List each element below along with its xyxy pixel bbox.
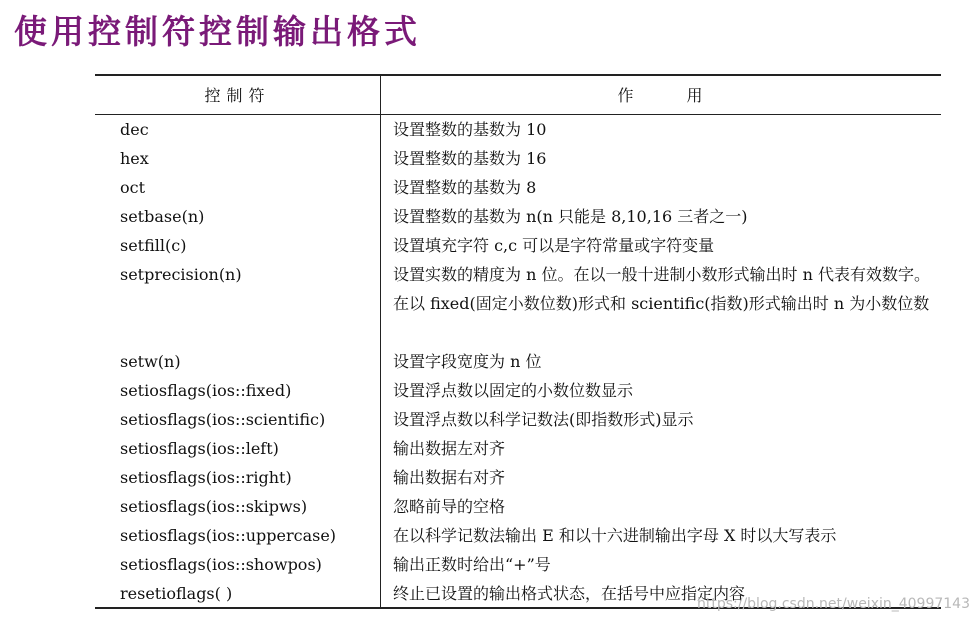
effect-cell: 设置整数的基数为 8 — [393, 178, 537, 197]
control-cell: setiosflags(ios::scientific) — [120, 410, 326, 429]
table-top-rule — [95, 74, 941, 76]
effect-cell: 设置浮点数以固定的小数位数显示 — [393, 381, 634, 400]
effect-cell: 设置实数的精度为 n 位。在以一般十进制小数形式输出时 n 代表有效数字。在以 fixed(固定小数位数)形式和 scientific(指数)形式输出时 n 为小数位数 — [393, 265, 930, 313]
effect-cell: 输出数据右对齐 — [393, 468, 506, 487]
control-cell: dec — [120, 120, 149, 139]
effect-cell: 设置整数的基数为 16 — [393, 149, 547, 168]
control-cell: oct — [120, 178, 146, 197]
watermark: https://blog.csdn.net/weixin_40997143 — [696, 596, 970, 612]
effect-cell: 设置填充字符 c,c 可以是字符常量或字符变量 — [393, 236, 715, 255]
control-cell: setiosflags(ios::uppercase) — [120, 526, 337, 545]
effect-cell: 设置整数的基数为 10 — [393, 120, 547, 139]
control-cell: setiosflags(ios::skipws) — [120, 497, 308, 516]
effect-cell: 设置整数的基数为 n(n 只能是 8,10,16 三者之一) — [393, 207, 748, 226]
table-column-divider — [380, 76, 381, 607]
control-cell: setfill(c) — [120, 236, 187, 255]
effect-cell: 输出正数时给出“+”号 — [393, 555, 551, 574]
header-control: 控制符 — [204, 86, 271, 105]
effect-cell: 设置浮点数以科学记数法(即指数形式)显示 — [393, 410, 694, 429]
control-cell: resetioflags( ) — [120, 584, 233, 603]
control-cell: setiosflags(ios::fixed) — [120, 381, 292, 400]
control-cell: setw(n) — [120, 352, 181, 371]
control-cell: setprecision(n) — [120, 265, 242, 284]
control-cell: hex — [120, 149, 149, 168]
effect-cell: 设置字段宽度为 n 位 — [393, 352, 542, 371]
control-cell: setiosflags(ios::right) — [120, 468, 292, 487]
header-effect: 作 用 — [617, 86, 705, 105]
effect-cell: 输出数据左对齐 — [393, 439, 506, 458]
effect-cell: 终止已设置的输出格式状态，在括号中应指定内容 — [393, 584, 746, 603]
effect-cell: 忽略前导的空格 — [393, 497, 506, 516]
page-title: 使用控制符控制输出格式 — [14, 12, 421, 51]
control-cell: setiosflags(ios::showpos) — [120, 555, 322, 574]
effect-cell: 在以科学记数法输出 E 和以十六进制输出字母 X 时以大写表示 — [393, 526, 837, 545]
control-cell: setbase(n) — [120, 207, 205, 226]
control-cell: setiosflags(ios::left) — [120, 439, 279, 458]
